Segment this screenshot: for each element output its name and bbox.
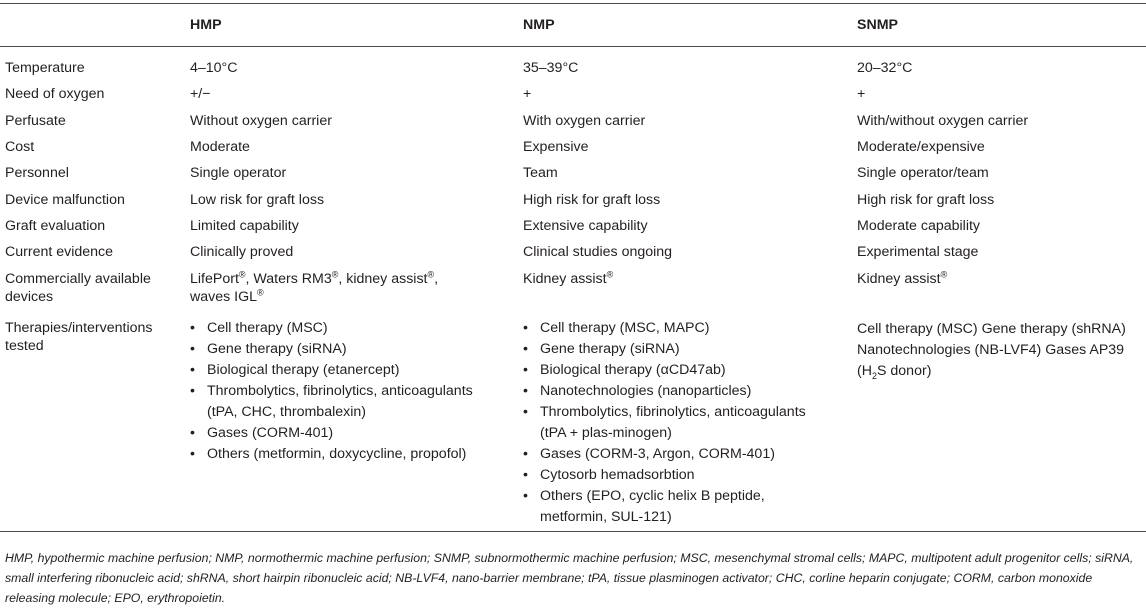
cell-snmp: With/without oxygen carrier	[857, 113, 1029, 129]
row-label: Graft evaluation	[5, 218, 106, 234]
cell-hmp: Limited capability	[190, 218, 299, 234]
list-item	[190, 444, 473, 465]
cell-hmp: +/−	[190, 86, 211, 102]
row-label	[5, 319, 152, 355]
bullet-icon: •	[523, 362, 528, 378]
list-item	[190, 339, 473, 360]
cell-snmp: High risk for graft loss	[857, 192, 995, 208]
list-item-text: Cytosorb hemadsorbtion	[540, 467, 695, 483]
bullet-icon: •	[523, 320, 528, 336]
row-label	[5, 270, 151, 306]
list-item-text: Gene therapy (siRNA)	[207, 341, 347, 357]
bullet-icon: •	[190, 425, 195, 441]
hmp-therapy-list	[190, 318, 473, 465]
list-item	[523, 402, 806, 444]
registered-mark: ®	[238, 269, 246, 280]
list-item-text: Nanotechnologies (nanoparticles)	[540, 383, 752, 399]
cell-nmp: With oxygen carrier	[523, 113, 646, 129]
table-footnote: HMP, hypothermic machine perfusion; NMP, normothermic machine perfusion; SNMP, subnormothermic machine perfusion; MSC, mesenchymal stromal cells; MAPC, multipotent adult progenitor cells; siRNA, small interfering ribonucleic acid; shRNA, short hairpin ribonucleic acid; NB-LVF4, nano-barrier membrane; tPA, tissue plasminogen activator; CHC, corline heparin conjugate; CORM, carbon monoxide releasing molecule; EPO, erythropoietin.	[5, 551, 1134, 605]
cell-snmp: 20–32°C	[857, 60, 913, 76]
cell-nmp: +	[523, 86, 532, 102]
device-kidney-assist: Kidney assist	[857, 271, 941, 287]
row-label: Temperature	[5, 60, 85, 76]
bullet-icon: •	[190, 341, 195, 357]
bullet-icon: •	[190, 362, 195, 378]
list-item	[190, 360, 473, 381]
list-item-text: Gene therapy (siRNA)	[540, 341, 680, 357]
cell-snmp: Single operator/team	[857, 165, 989, 181]
list-item	[523, 444, 806, 465]
bullet-icon: •	[190, 383, 195, 399]
bullet-icon: •	[523, 383, 528, 399]
registered-mark: ®	[940, 269, 948, 280]
registered-mark: ®	[257, 287, 264, 298]
subscript: 2	[871, 370, 877, 381]
bullet-icon: •	[523, 488, 528, 504]
device-kidney-assist: Kidney assist	[523, 271, 607, 287]
snmp-therapy-line: Nanotechnologies (NB-LVF4) Gases AP39	[857, 342, 1125, 358]
list-item	[523, 360, 806, 381]
bullet-icon: •	[523, 404, 528, 420]
cell-snmp	[857, 270, 947, 288]
row-label: Need of oxygen	[5, 86, 105, 102]
header-hmp: HMP	[190, 17, 222, 33]
bullet-icon: •	[523, 341, 528, 357]
row-label: Personnel	[5, 165, 69, 181]
list-item	[190, 381, 473, 423]
list-item-text: Gases (CORM-3, Argon, CORM-401)	[540, 446, 775, 462]
snmp-therapy-line: (H	[857, 363, 872, 379]
bullet-icon: •	[523, 446, 528, 462]
list-item-text: Biological therapy (αCD47ab)	[540, 362, 726, 378]
row-label: Device malfunction	[5, 192, 125, 208]
snmp-therapy-line: Cell therapy (MSC) Gene therapy (shRNA)	[857, 321, 1126, 337]
list-item-text: Gases (CORM-401)	[207, 425, 334, 441]
snmp-therapy-line: S donor)	[877, 363, 932, 379]
header-nmp: NMP	[523, 17, 555, 33]
cell-hmp: Moderate	[190, 139, 250, 155]
list-item-text: Others (metformin, doxycycline, propofol)	[207, 446, 467, 462]
device-separator: ,	[434, 271, 439, 287]
cell-hmp: Without oxygen carrier	[190, 113, 332, 129]
device-waves-igl: waves IGL	[190, 289, 258, 305]
cell-nmp: Clinical studies ongoing	[523, 244, 673, 260]
list-item	[190, 423, 473, 444]
cell-nmp	[523, 270, 613, 288]
list-item	[523, 486, 806, 528]
cell-nmp: High risk for graft loss	[523, 192, 661, 208]
list-item-text: Thrombolytics, fibrinolytics, anticoagulants (tPA + plas-minogen)	[540, 404, 806, 441]
row-label: Cost	[5, 139, 35, 155]
cell-nmp: 35–39°C	[523, 60, 579, 76]
row-label: Perfusate	[5, 113, 66, 129]
cell-snmp: Moderate capability	[857, 218, 981, 234]
device-kidney-assist: , kidney assist	[338, 271, 428, 287]
cell-nmp: Expensive	[523, 139, 589, 155]
registered-mark: ®	[606, 269, 614, 280]
row-label: Current evidence	[5, 244, 114, 260]
header-snmp: SNMP	[857, 17, 898, 33]
bullet-icon: •	[190, 446, 195, 462]
device-waters: , Waters RM3	[245, 271, 332, 287]
bottom-rule	[0, 531, 1146, 532]
cell-snmp: Moderate/expensive	[857, 139, 985, 155]
bullet-icon: •	[523, 467, 528, 483]
device-lifeport: LifePort	[190, 271, 239, 287]
cell-hmp: Clinically proved	[190, 244, 294, 260]
list-item	[190, 318, 473, 339]
row-label-line: Commercially available	[5, 271, 151, 287]
row-label-line: tested	[5, 338, 44, 354]
cell-hmp	[190, 270, 438, 306]
list-item-text: Cell therapy (MSC)	[207, 320, 328, 336]
cell-hmp: Low risk for graft loss	[190, 192, 325, 208]
cell-hmp: Single operator	[190, 165, 287, 181]
row-label-line: Therapies/interventions	[5, 320, 153, 336]
list-item	[523, 381, 806, 402]
cell-snmp: Experimental stage	[857, 244, 979, 260]
cell-snmp: +	[857, 86, 866, 102]
nmp-therapy-list	[523, 318, 806, 528]
bullet-icon: •	[190, 320, 195, 336]
registered-mark: ®	[427, 269, 435, 280]
list-item	[523, 318, 806, 339]
top-rule	[0, 3, 1146, 4]
list-item	[523, 465, 806, 486]
row-label-line: devices	[5, 289, 54, 305]
list-item-text: Biological therapy (etanercept)	[207, 362, 400, 378]
cell-hmp: 4–10°C	[190, 60, 238, 76]
cell-snmp	[857, 319, 1126, 382]
registered-mark: ®	[331, 269, 339, 280]
list-item-text: Thrombolytics, fibrinolytics, anticoagulants (tPA, CHC, thrombalexin)	[207, 383, 473, 420]
cell-nmp: Team	[523, 165, 558, 181]
list-item	[523, 339, 806, 360]
list-item-text: Cell therapy (MSC, MAPC)	[540, 320, 710, 336]
header-rule	[0, 46, 1146, 47]
list-item-text: Others (EPO, cyclic helix B peptide, metformin, SUL-121)	[540, 488, 765, 525]
cell-nmp: Extensive capability	[523, 218, 648, 234]
